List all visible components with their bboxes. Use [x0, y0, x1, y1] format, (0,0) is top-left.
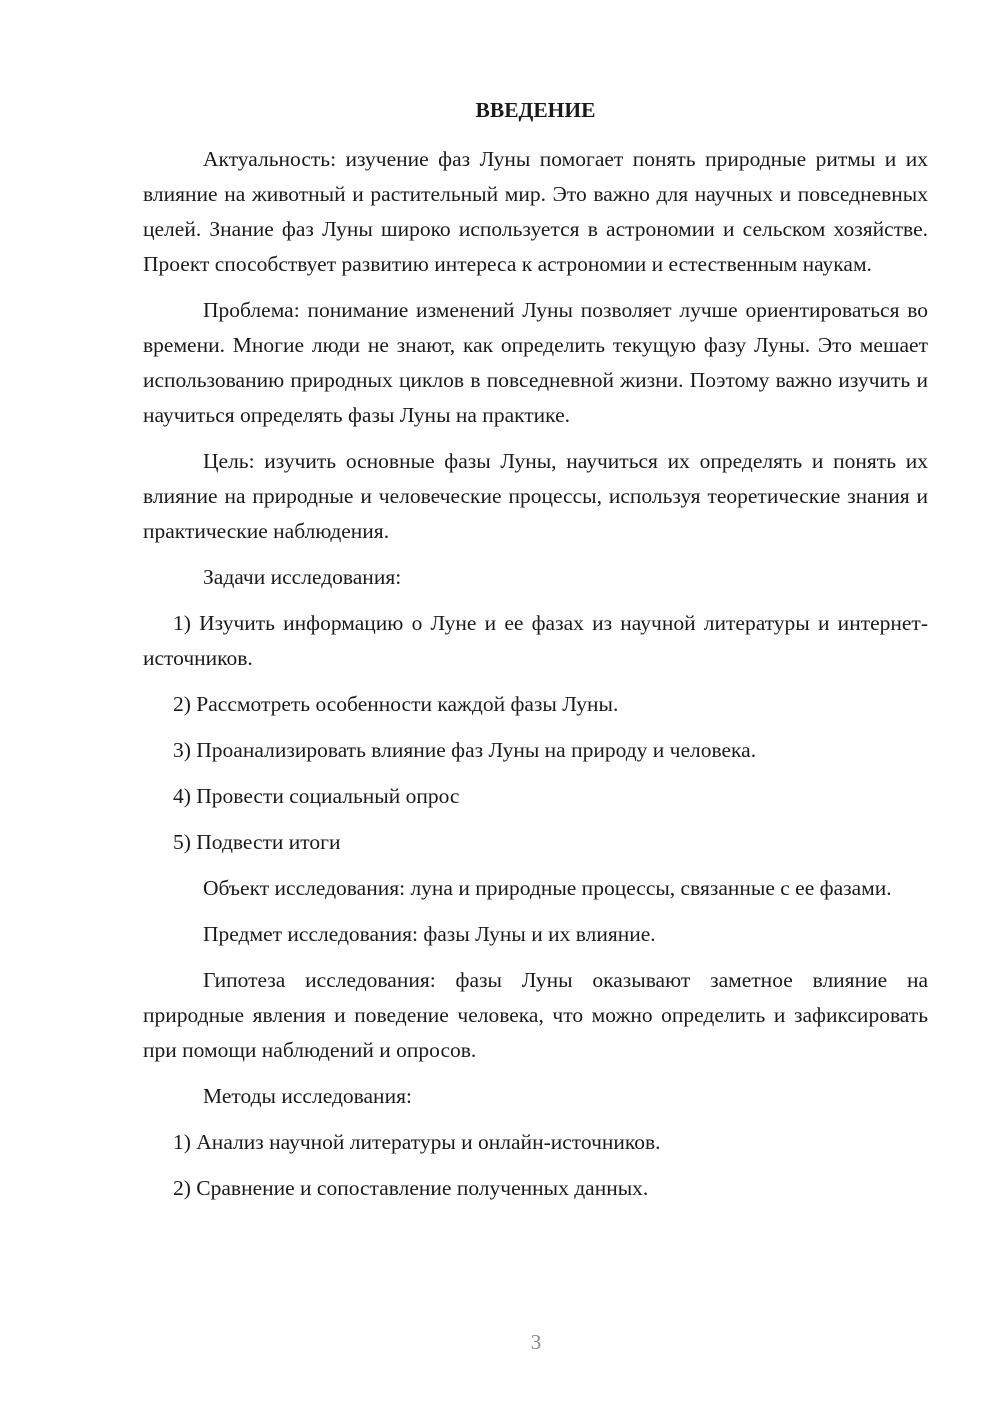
task-item-4: 4) Провести социальный опрос	[173, 784, 460, 808]
task-item-3: 3) Проанализировать влияние фаз Луны на природу и человека.	[173, 738, 757, 762]
object-paragraph: Объект исследования: луна и природные процессы, связанные с ее фазами.	[203, 876, 892, 900]
method-item-1: 1) Анализ научной литературы и онлайн-источников.	[173, 1130, 661, 1154]
task-item-2: 2) Рассмотреть особенности каждой фазы Луны.	[173, 692, 619, 716]
section-title: ВВЕДЕНИЕ	[475, 98, 596, 122]
hypothesis-paragraph: Гипотеза исследования: фазы Луны оказывают заметное влияние на природные явления и поведение человека, что можно определить и зафиксировать при помощи наблюдений и опросов.	[143, 968, 928, 1062]
tasks-heading: Задачи исследования:	[203, 565, 402, 589]
task-item-1: 1) Изучить информацию о Луне и ее фазах из научной литературы и интернет-источников.	[143, 611, 928, 670]
page-number: 3	[530, 1330, 542, 1354]
methods-heading: Методы исследования:	[203, 1084, 412, 1108]
task-item-5: 5) Подвести итоги	[173, 830, 341, 854]
goal-paragraph: Цель: изучить основные фазы Луны, научиться их определять и понять их влияние на природные и человеческие процессы, используя теоретические знания и практические наблюдения.	[143, 449, 928, 543]
method-item-2: 2) Сравнение и сопоставление полученных данных.	[173, 1176, 649, 1200]
document-body	[143, 93, 928, 1217]
relevance-paragraph: Актуальность: изучение фаз Луны помогает понять природные ритмы и их влияние на животный и растительный мир. Это важно для научных и повседневных целей. Знание фаз Луны широко используется в астрономии и сельском хозяйстве. Проект способствует развитию интереса к астрономии и естественным наукам.	[143, 147, 928, 276]
problem-paragraph: Проблема: понимание изменений Луны позволяет лучше ориентироваться во времени. Многие люди не знают, как определить текущую фазу Луны. Это мешает использованию природных циклов в повседневной жизни. Поэтому важно изучить и научиться определять фазы Луны на практике.	[143, 298, 928, 427]
subject-paragraph: Предмет исследования: фазы Луны и их влияние.	[203, 922, 656, 946]
